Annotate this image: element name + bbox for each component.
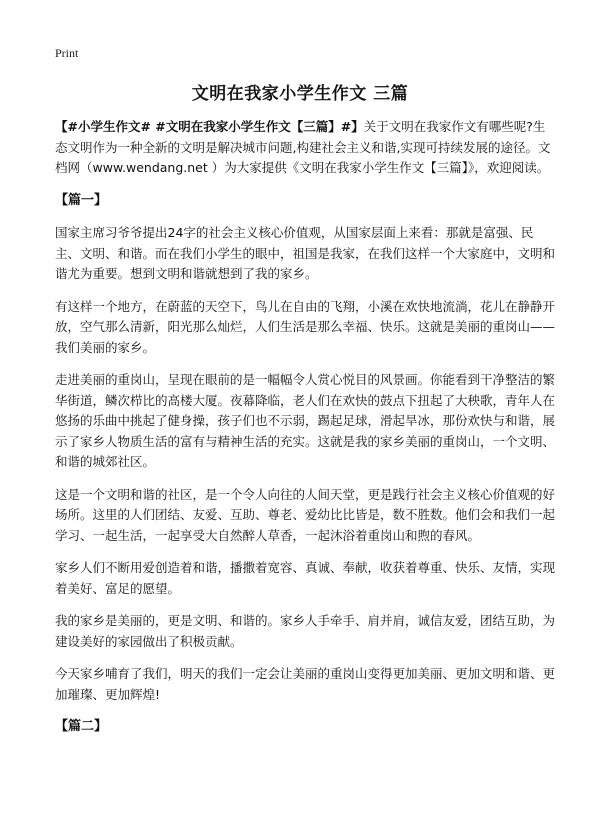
paragraph: 有这样一个地方，在蔚蓝的天空下，鸟儿在自由的飞翔，小溪在欢快地流淌，花儿在静静开放，空气那么清新，阳光那么灿烂，人们生活是那么幸福、快乐。这就是美丽的重岗山——我们美丽的家乡。: [55, 298, 556, 355]
paragraph: 今天家乡哺育了我们，明天的我们一定会让美丽的重岗山变得更加美丽、更加文明和谐、更加璀璨、更加辉煌!: [55, 666, 556, 702]
paragraph: 走进美丽的重岗山，呈现在眼前的是一幅幅令人赏心悦目的风景画。你能看到干净整洁的繁华街道，鳞次栉比的高楼大厦。夜幕降临，老人们在欢快的鼓点下扭起了大秧歌，青年人在悠扬的乐曲中挑起了健身操，孩子们也不示弱，踢起足球，滑起旱冰，那份欢快与和谐，展示了家乡人物质生活的富有与精神生活的充实。这就是我的家乡美丽的重岗山，一个文明、和谐的城郊社区。: [55, 372, 556, 469]
page-title: 文明在我家小学生作文 三篇: [191, 84, 409, 104]
intro-paragraph: [55, 117, 555, 179]
paragraph: 家乡人们不断用爱创造着和谐，播撒着宽容、真诚、奉献，收获着尊重、快乐、友情，实现着美好、富足的愿望。: [55, 560, 556, 596]
paragraph: 这是一个文明和谐的社区，是一个令人向往的人间天堂，更是践行社会主义核心价值观的好场所。这里的人们团结、友爱、互助、尊老、爱幼比比皆是，数不胜数。他们会和我们一起学习、一起生活，一起享受大自然醉人草香，一起沐浴着重岗山和煦的春风。: [55, 486, 556, 543]
intro-text: 关于文明在我家作文有哪些呢?生态文明作为一种全新的文明是解决城市问题,构建社会主义和谐,实现可持续发展的途径。文档网（www.wendang.net ）为大家提供《文明在我家小学生作文【三篇】》，欢迎阅读。: [55, 119, 551, 175]
article-body: [55, 117, 555, 750]
intro-tags: 【#小学生作文# #文明在我家小学生作文【三篇】#】: [55, 119, 364, 134]
paragraph: 我的家乡是美丽的，更是文明、和谐的。家乡人手牵手、肩并肩，诚信友爱，团结互助，为建设美好的家园做出了积极贡献。: [55, 613, 556, 649]
paragraph: 国家主席习爷爷提出24字的社会主义核心价值观，从国家层面上来看：那就是富强、民主、文明、和谐。而在我们小学生的眼中，祖国是我家，在我们这样一个大家庭中，文明和谐尤为重要。想到文明和谐就想到了我的家乡。: [55, 225, 556, 281]
section-heading-1: 【篇一】: [55, 192, 108, 208]
section-heading-2: 【篇二】: [55, 719, 108, 734]
print-label: Print: [55, 46, 79, 60]
